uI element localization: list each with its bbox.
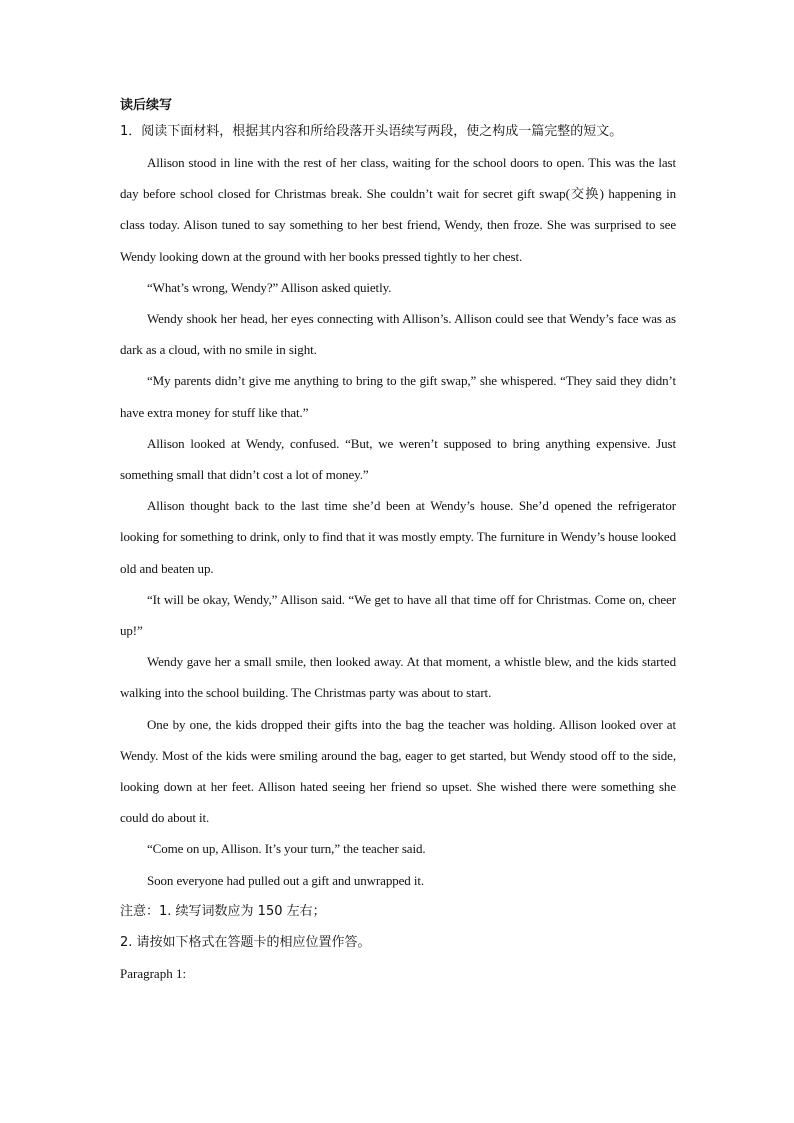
note-word-count: 注意：1. 续写词数应为 150 左右； [120,903,326,919]
passage-paragraph: Soon everyone had pulled out a gift and unwrapped it. [147,872,425,888]
passage-paragraph: Allison looked at Wendy, confused. “But, we weren’t supposed to bring anything expensive. Just something small that didn’t cost a lot of money.” [120,435,676,483]
passage-paragraph: One by one, the kids dropped their gifts into the bag the teacher was holding. Allison looked over at Wendy. Most of the kids were smiling around the bag, eager to get started, but Wendy stood off to the side, looking down at her feet. Allison hated seeing her friend so upset. She wished there were something she could do about it. [120,716,676,826]
reading-passage [120,147,676,896]
section-heading: 读后续写 [120,98,173,113]
paragraph-1-label: Paragraph 1: [120,965,187,981]
passage-paragraph: “My parents didn’t give me anything to bring to the gift swap,” she whispered. “They said they didn’t have extra money for stuff like that.” [120,373,676,420]
passage-paragraph: “Come on up, Allison. It’s your turn,” the teacher said. [147,841,426,857]
question-instruction: 1．阅读下面材料，根据其内容和所给段落开头语续写两段，使之构成一篇完整的短文。 [120,124,623,139]
document-content [120,93,676,989]
passage-paragraph: Wendy shook her head, her eyes connecting with Allison’s. Allison could see that Wendy’s face was as dark as a cloud, with no smile in sight. [120,311,676,358]
passage-paragraph: Allison thought back to the last time she’d been at Wendy’s house. She’d opened the refrigerator looking for something to drink, only to find that it was mostly empty. The furniture in Wendy’s house looked old and beaten up. [120,498,676,576]
passage-paragraph: Allison stood in line with the rest of her class, waiting for the school doors to open. This was the last day before school closed for Christmas break. She couldn’t wait for secret gift swap(交换) happening in class today. Alison tuned to say something to her best friend, Wendy, then froze. She was surprised to see Wendy looking down at the ground with her books pressed tightly to her chest. [120,155,676,264]
passage-paragraph: Wendy gave her a small smile, then looked away. At that moment, a whistle blew, and the kids started walking into the school building. The Christmas party was about to start. [120,654,676,701]
passage-paragraph: “What’s wrong, Wendy?” Allison asked quietly. [147,279,392,295]
passage-paragraph: “It will be okay, Wendy,” Allison said. “We get to have all that time off for Christmas. Come on, cheer up!” [120,591,676,639]
note-answer-format: 2. 请按如下格式在答题卡的相应位置作答。 [120,934,371,950]
